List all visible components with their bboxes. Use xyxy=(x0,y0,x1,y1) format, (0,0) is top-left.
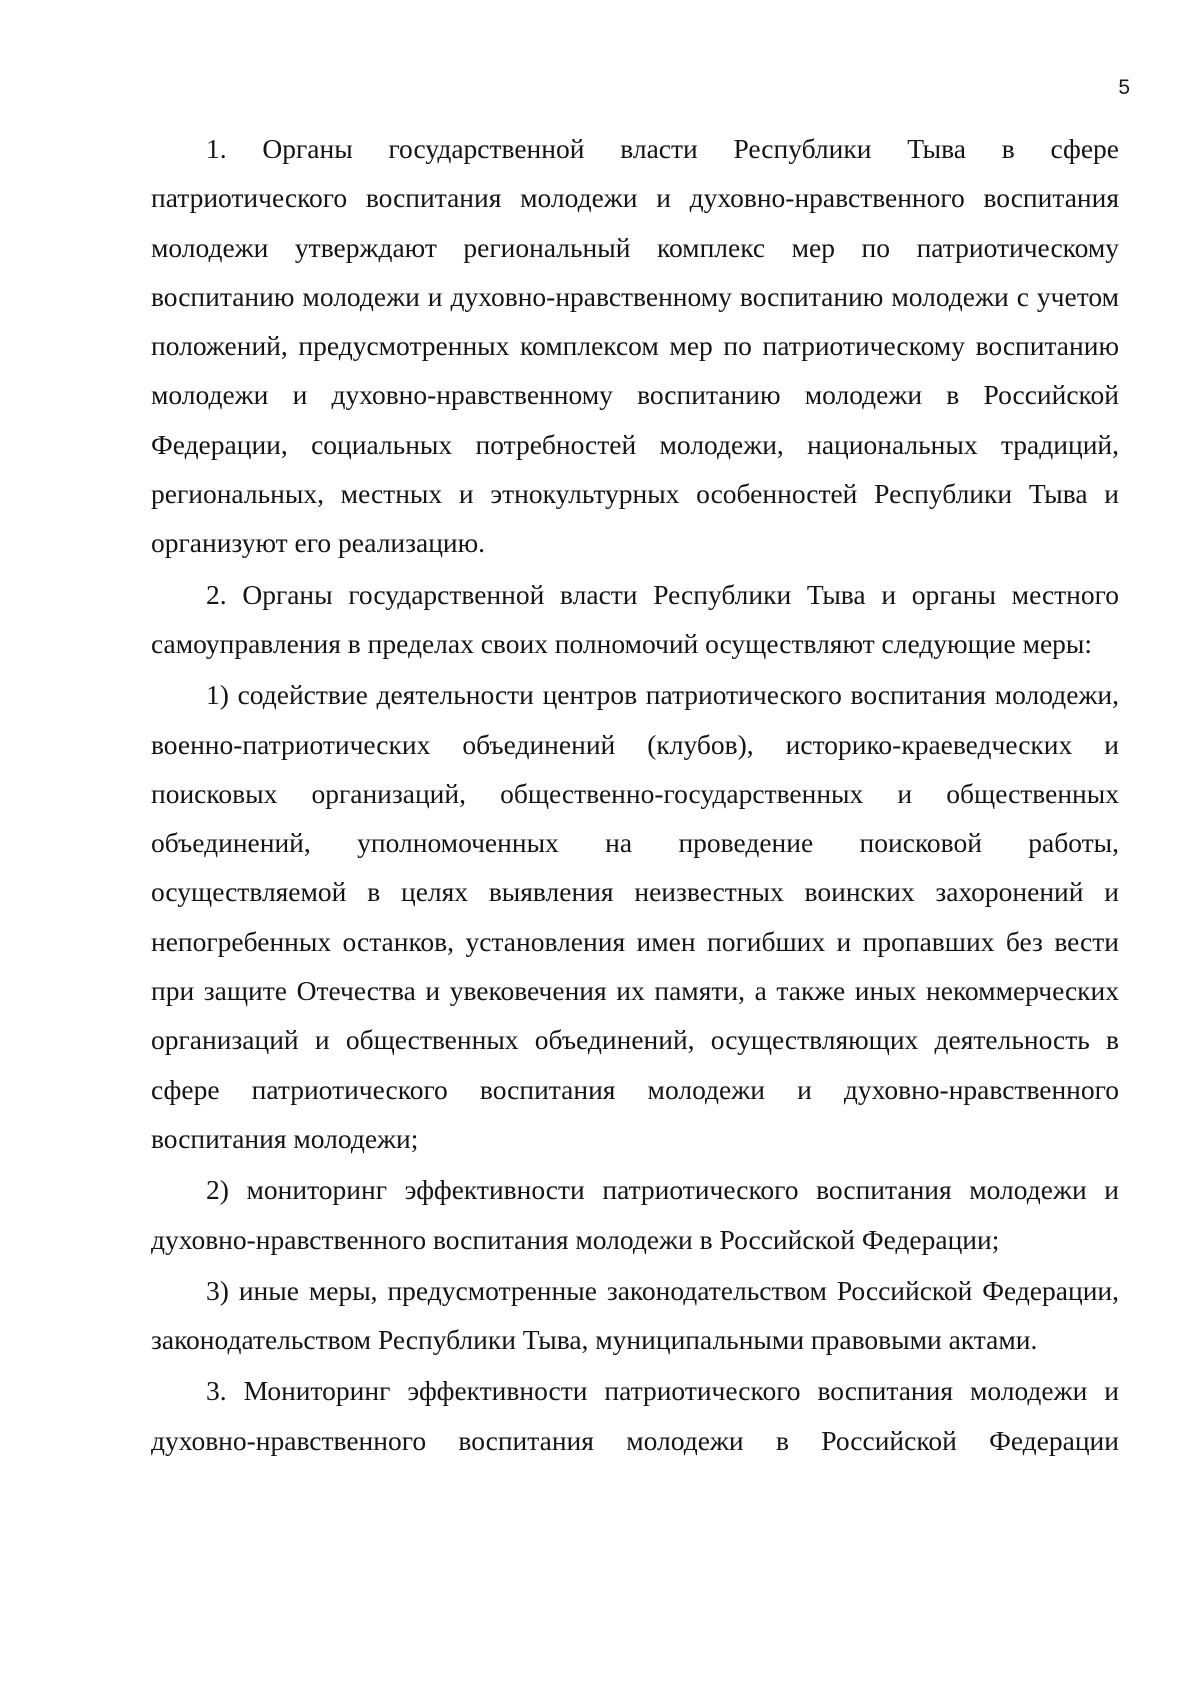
document-body xyxy=(151,124,1119,1467)
page-number: 5 xyxy=(1118,76,1130,99)
paragraph-1: 1. Органы государственной власти Республики Тыва в сфере патриотического воспитания молодежи и духовно-нравственного воспитания молодежи утверждают региональный комплекс мер по патриотическому воспитанию молодежи и духовно-нравственному воспитанию молодежи с учетом положений, предусмотренных комплексом мер по патриотическому воспитанию молодежи и духовно-нравственному воспитанию молодежи в Российской Федерации, социальных потребностей молодежи, национальных традиций, региональных, местных и этнокультурных особенностей Республики Тыва и организуют его реализацию. xyxy=(151,133,1119,559)
paragraph-3: 3. Мониторинг эффективности патриотического воспитания молодежи и духовно-нравственного воспитания молодежи в Российской Федерации xyxy=(151,1375,1119,1456)
paragraph-2: 2. Органы государственной власти Республики Тыва и органы местного самоуправления в пределах своих полномочий осуществляют следующие меры: xyxy=(151,578,1119,659)
list-item-1: 1) содействие деятельности центров патриотического воспитания молодежи, военно-патриотических объединений (клубов), историко-краеведческих и поисковых организаций, общественно-государственных и общественных объединений, уполномоченных на проведение поисковой работы, осуществляемой в целях выявления неизвестных воинских захоронений и непогребенных останков, установления имен погибших и пропавших без вести при защите Отечества и увековечения их памяти, а также иных некоммерческих организаций и общественных объединений, осуществляющих деятельность в сфере патриотического воспитания молодежи и духовно-нравственного воспитания молодежи; xyxy=(151,679,1119,1154)
list-item-3: 3) иные меры, предусмотренные законодательством Российской Федерации, законодательством Республики Тыва, муниципальными правовыми актами. xyxy=(151,1274,1119,1356)
list-item-2: 2) мониторинг эффективности патриотического воспитания молодежи и духовно-нравственного воспитания молодежи в Российской Федерации; xyxy=(151,1174,1119,1255)
